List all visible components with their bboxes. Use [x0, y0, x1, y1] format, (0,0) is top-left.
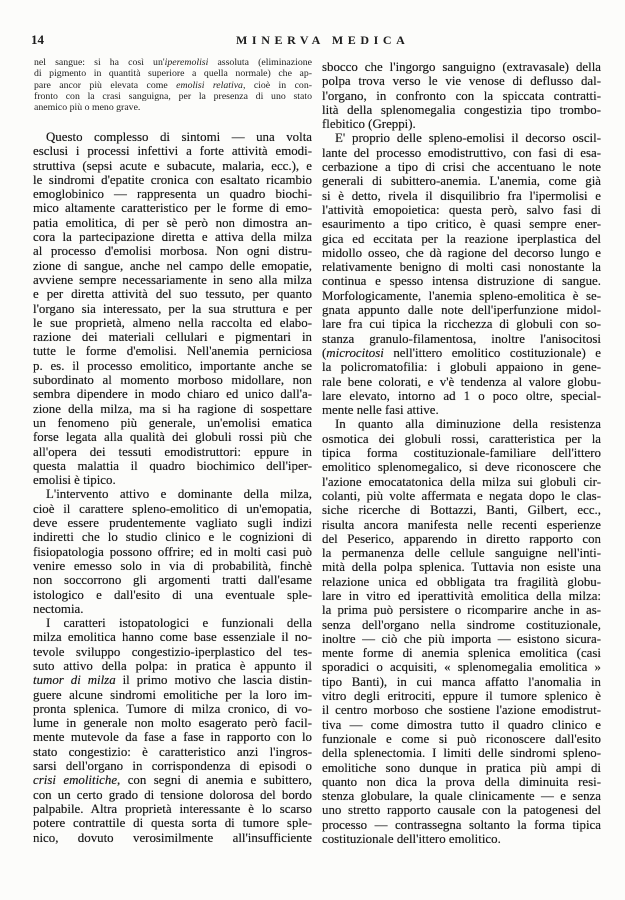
text-segment: pare ancor più elevata come — [34, 79, 177, 91]
text-line: generali di subittero-anemia. L'anemia, come già — [322, 174, 601, 189]
text-line: risulta ancora manifesta nelle recenti esperienze — [322, 517, 601, 532]
right-column — [322, 60, 601, 846]
text-line: sarsi dell'organo in corrispondenza di episodi o — [33, 759, 312, 774]
text-line: tipo Banti), in cui manca affatto l'anomalia in — [322, 674, 601, 689]
text-line: sbocco che l'ingorgo sanguigno (extravasale) della — [322, 60, 601, 74]
text-line: patia emolitica, di per sè però non dimostra an- — [33, 215, 312, 230]
text-line — [33, 673, 312, 687]
journal-title: MINERVA MEDICA — [236, 33, 410, 47]
text-line: gica ed eccitata per la reazione iperplastica del — [322, 231, 601, 246]
text-line: senza dell'organo nella sindrome costituzionale, — [322, 617, 601, 632]
text-line: l'organo, in confronto con la spiccata contratti- — [322, 88, 601, 103]
text-line: rale bene colorati, e v'è tendenza al valore globu- — [322, 374, 601, 389]
text-line: uno stretto rapporto causale con la patogenesi del — [322, 803, 601, 818]
text-line: la policromatofilia: i globuli appaiono in gene- — [322, 360, 601, 375]
italic-term: tumor di milza — [33, 673, 116, 688]
text-line: il centro morboso che sostiene l'azione emodistrut- — [322, 703, 601, 718]
text-line: inoltre — ciò che più importa — esistono sicura- — [322, 631, 601, 646]
text-line: mente nelle fasi attive. — [322, 403, 439, 418]
text-line: razione dei materiali cellulari e pigmentari in — [33, 330, 312, 345]
page-number: 14 — [31, 32, 44, 47]
text-line: osmotica dei globuli rossi, caratteristica per la — [322, 431, 601, 446]
text-line: nectomia. — [33, 601, 84, 616]
text-line: gnata appunto dalle note dell'iperfunzione midol- — [322, 303, 601, 318]
text-line: di pigmento in quantità superiore a quella normale) che ap- — [34, 68, 312, 80]
text-line: I caratteri istopatologici e funzionali della — [46, 616, 312, 631]
text-line: lare elevato, intorno ad 1 o poco oltre, special- — [322, 388, 601, 403]
text-line: tutte le forme d'emolisi. Nell'anemia perniciosa — [33, 344, 312, 359]
text-line: pronta splenica. Tumore di milza cronico, di vo- — [33, 701, 312, 716]
text-line: l'organo sia interessato, per la sua struttura e per — [33, 301, 312, 316]
text-segment: nel sangue: si ha così un' — [34, 57, 165, 68]
text-line: zione della milza, ma si ha ragione di sospettare — [33, 401, 312, 416]
text-line: stato congestizio: è caratteristico anzi l'ingros- — [33, 744, 312, 759]
text-line: emolisi è tipico. — [33, 473, 116, 488]
text-line: sembra dipendere in modo chiaro ed unico dall'a- — [33, 387, 312, 402]
text-line: suto attivo della polpa: in pratica è appunto il — [33, 658, 312, 673]
text-line: mente mutevole da fase a fase in rapporto con lo — [33, 730, 312, 745]
text-line — [322, 346, 601, 360]
text-line: Questo complesso di sintomi — una volta — [46, 130, 312, 144]
italic-term: microcitosi — [326, 345, 384, 360]
text-line: all'opera dei tessuti emodistruttori: eppure in — [33, 444, 312, 459]
text-line: flebitico (Greppi). — [322, 117, 416, 132]
text-line: sporadici o acquisiti, « splenomegalia emolitica » — [322, 660, 601, 675]
italic-term: iperemolisi — [164, 57, 209, 68]
text-line: Morfologicamente, l'anemia spleno-emolitica è se- — [322, 288, 601, 303]
text-line: midollo osseo, che dà ragione del decorso lungo e — [322, 245, 601, 260]
text-line: fisiopatologia possono offrire; ed in molti casi può — [33, 544, 312, 559]
left-column — [33, 130, 312, 845]
text-line: In quanto alla diminuzione della resistenza — [335, 417, 601, 432]
text-line: emoglobinico — rappresenta un quadro biochi- — [33, 187, 312, 202]
text-line: e per diretta attività del suo tessuto, per quanto — [33, 287, 312, 302]
text-line: continua e spesso intensa distruzione di sangue. — [322, 274, 601, 289]
text-line: stenza globulare, la quale clinicamente — e senza — [322, 789, 601, 804]
text-line: relazione unica ed obbligata tra fragilità globu- — [322, 574, 601, 589]
paragraph — [33, 616, 312, 845]
text-line: nico, dovuto verosimilmente all'insufficiente — [33, 830, 312, 845]
text-segment: assoluta (eliminazione — [208, 57, 312, 68]
text-line: cioè il carattere spleno-emolitico di un'emopatia, — [33, 501, 312, 516]
text-line: deve essere prudentemente vagliato sugli indizi — [33, 516, 312, 531]
text-line: cerbazione a tipo di crisi che accentuano le note — [322, 160, 601, 175]
text-line: p. es. il processo emolitico, importante anche se — [33, 358, 312, 373]
text-line: l'attività emopoietica: questa però, salvo fasi di — [322, 202, 601, 217]
text-line: istologico e dall'esito di una eventuale sple- — [33, 587, 312, 602]
text-segment: nell'ittero emolitico costituzionale) e — [383, 345, 601, 360]
text-line: non soccorrono gli argomenti tratti dall'esame — [33, 573, 312, 588]
text-line: emolitiche sono dunque in pratica più ampi di — [322, 760, 601, 775]
text-line: colanti, più volte affermata e negata dopo le clas- — [322, 488, 601, 503]
text-line: vitro degli eritrociti, eppure il tumore splenico è — [322, 689, 601, 704]
text-segment: , cioè in con- — [242, 79, 312, 91]
paragraph — [322, 60, 601, 131]
text-line: potere contrattile di questa sorta di tumore sple- — [33, 816, 312, 831]
text-line: processo — contrassegna soltanto la forma tipica — [322, 817, 601, 832]
text-line: si è detto, rivela il disquilibrio fra l'ipermolisi e — [322, 188, 601, 203]
text-line: venire emesso solo in via di probabilità, finchè — [33, 558, 312, 573]
text-line: costituzionale dell'ittero emolitico. — [322, 832, 501, 847]
paragraph — [322, 417, 601, 846]
text-line: del Peserico, apparendo in diretto rapporto con — [322, 531, 601, 546]
text-line: stanza granulo-filamentosa, inoltre l'anisocitosi — [322, 331, 601, 346]
text-line — [34, 80, 312, 91]
text-line: cora la partecipazione diretta e attiva della milza — [33, 230, 312, 245]
text-line: l'azione emocatatonica della milza sui globuli cir- — [322, 474, 601, 489]
text-line: della splenectomia. I limiti delle sindromi spleno- — [322, 746, 601, 761]
text-line — [33, 773, 312, 787]
text-line: struttiva (sepsi acute e subacute, malaria, ecc.), e — [33, 158, 312, 173]
text-line: polpa trova verso le vie venose di deflusso dal- — [322, 74, 601, 89]
text-line: emolitico splenomegalico, si deve riconoscere che — [322, 460, 601, 475]
text-line: zione di sangue, anche nel campo delle emopatie, — [33, 258, 312, 273]
paragraph — [33, 130, 312, 487]
text-line: la permanenza delle cellule sanguigne nell'inti- — [322, 546, 601, 561]
text-line: lante del processo emodistruttivo, con fasi di esa- — [322, 145, 601, 160]
text-line: lità della splenomegalia congestizia tipo trombo- — [322, 102, 601, 117]
text-line: con un certo grado di tensione dolorosa del bordo — [33, 787, 312, 802]
text-line: tevole sviluppo congestizio-iperplastico del tes- — [33, 644, 312, 659]
text-line: lare fra cui tipica la ricchezza di globuli con so- — [322, 317, 601, 332]
text-segment: , con segni di anemia e subittero, — [117, 773, 312, 788]
text-line: fronto con la crasi sanguigna, per la presenza di uno stato — [34, 90, 312, 102]
italic-term: emolisi relativa — [176, 79, 243, 91]
text-line: le sue proprietà, almeno nella raccolta ed elabo- — [33, 315, 312, 330]
paragraph — [33, 487, 312, 616]
text-line: tiva — come dimostra tutto il quadro clinico e — [322, 717, 601, 732]
text-line: relativamente benigno di molti casi nonostante la — [322, 260, 601, 275]
text-line: lare in vitro ed iperattività emolitica della milza: — [322, 588, 601, 603]
italic-term: crisi emolitiche — [33, 773, 118, 788]
paragraph — [322, 131, 601, 417]
text-line: mico altamente caratteristico per le forme di emo- — [33, 201, 312, 216]
text-line: subordinato al momento morboso midollare, non — [33, 373, 312, 388]
text-line: forse legata alla qualità dei globuli rossi più che — [33, 430, 312, 445]
text-line: un fenomeno più generale, un'emolisi ematica — [33, 415, 312, 430]
text-line: esclusi i processi infettivi a forte attività emodi- — [33, 144, 312, 159]
text-line: E' proprio delle spleno-emolisi il decorso oscil- — [335, 131, 601, 146]
text-line: milza emolitica hanno come base essenziale il no- — [33, 630, 312, 645]
text-line: questa malattia il quadro biochimico dell'iper- — [33, 458, 312, 473]
text-line: tipica forma costituzionale-familiare dell'ittero — [322, 446, 601, 461]
text-line: quanto non dica la prova della diminuita resi- — [322, 774, 601, 789]
footnote-block — [34, 57, 312, 113]
text-segment: il primo motivo che lascia distin- — [115, 673, 312, 688]
text-line: le sindromi d'epatite cronica con esaltato ricambio — [33, 172, 312, 187]
text-line: lume in generale non molto esagerato però facil- — [33, 716, 312, 731]
text-segment: ( — [322, 345, 327, 360]
text-line: anemico più o meno grave. — [34, 102, 141, 114]
text-line: la prima può persistere o ricomparire anche in as- — [322, 603, 601, 618]
text-line: mità della polpa splenica. Tuttavia non esiste una — [322, 560, 601, 575]
text-line: guere alcune sindromi emolitiche per la loro im- — [33, 687, 312, 702]
text-line: esaurimento a tipo critico, è quasi sempre ener- — [322, 217, 601, 232]
text-line — [34, 57, 312, 68]
text-line: mente forme di anemia splenica emolitica (casi — [322, 646, 601, 661]
text-line: L'intervento attivo e dominante della milza, — [46, 487, 312, 502]
text-line: al processo d'emolisi morbosa. Non ogni distru- — [33, 244, 312, 259]
text-line: indiretti che lo studio clinico e le cognizioni di — [33, 530, 312, 545]
text-line: funzionale e come si può riconoscere dall'esito — [322, 731, 601, 746]
text-line: siche ricerche di Bottazzi, Banti, Gilbert, ecc., — [322, 503, 601, 518]
text-line: avviene sempre necessariamente in seno alla milza — [33, 272, 312, 287]
text-line: palpabile. Altra proprietà interessante è lo scarso — [33, 801, 312, 816]
